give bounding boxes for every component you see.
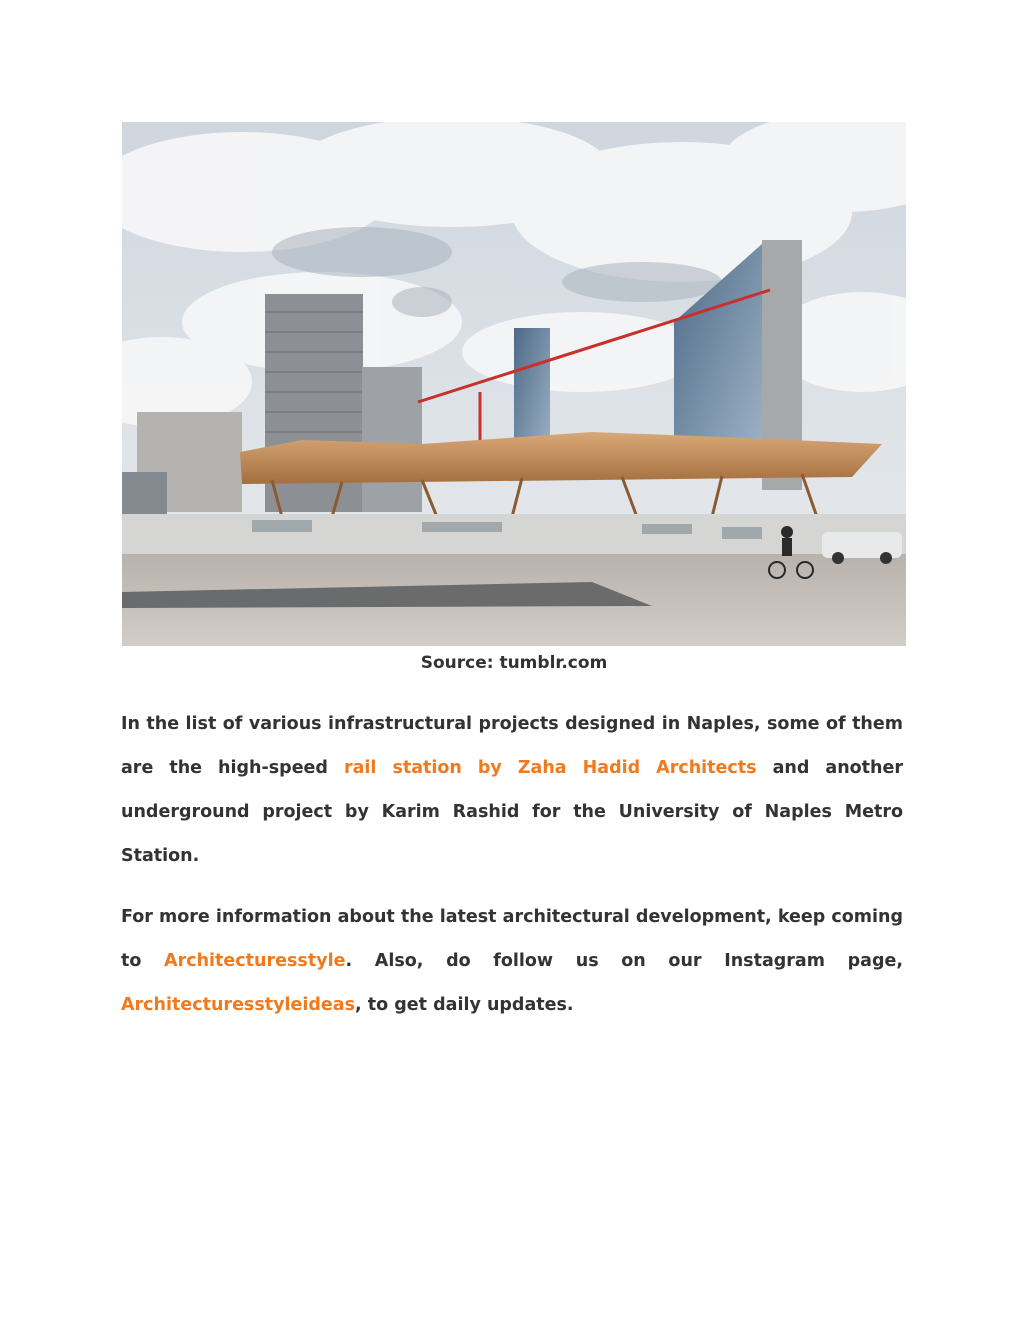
architecturesstyle-link[interactable]: Architecturesstyle [164, 950, 346, 971]
paragraph2-text-after: , to get daily updates. [355, 994, 574, 1015]
paragraph2-text-before: For more information about the latest architectural development, keep coming to [121, 906, 903, 971]
paragraph1-text-after: and another underground project by Karim Rashid for the University of Naples Metro Station. [121, 757, 904, 866]
image-caption: Source: tumblr.com [420, 653, 608, 673]
instagram-architecturesstyleideas-link[interactable]: Architecturesstyleideas [121, 994, 356, 1015]
paragraph-more-information [121, 895, 903, 1027]
paragraph1-text-before: In the list of various infrastructural projects designed in Naples, some of them are the high-speed [121, 713, 903, 778]
paragraph-naples-projects [121, 702, 903, 878]
zaha-hadid-rail-station-link[interactable]: rail station by Zaha Hadid Architects [343, 757, 757, 778]
station-photo [122, 122, 906, 646]
paragraph2-text-middle: . Also, do follow us on our Instagram page, [345, 950, 903, 971]
